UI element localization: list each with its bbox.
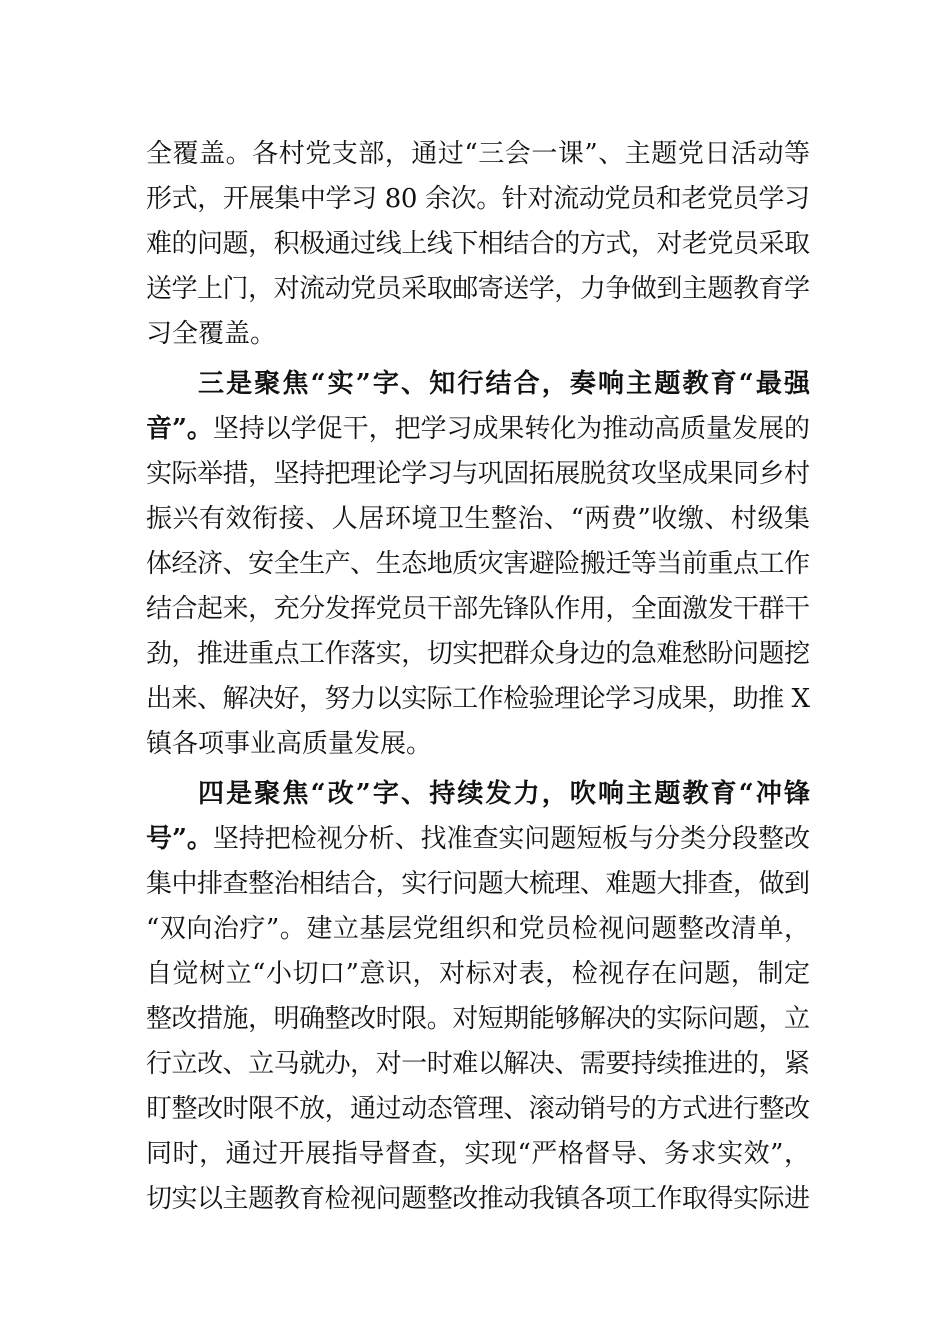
text-line: 全覆盖。各村党支部，通过“三会一课”、主题党日活动等 bbox=[146, 139, 811, 169]
text-line: 体经济、安全生产、生态地质灾害避险搬迁等当前重点工作 bbox=[146, 549, 810, 579]
section-heading-tail: 号”。 bbox=[146, 824, 213, 854]
section-heading: 四是聚焦“改”字、持续发力，吹响主题教育“冲锋 bbox=[198, 779, 813, 809]
section-heading-tail: 音”。 bbox=[146, 414, 213, 444]
text-line: 镇各项事业高质量发展。 bbox=[146, 729, 433, 759]
text-line: 自觉树立“小切口”意识，对标对表，检视存在问题，制定 bbox=[146, 959, 811, 989]
text-line: 实际举措，坚持把理论学习与巩固拓展脱贫攻坚成果同乡村 bbox=[146, 459, 810, 489]
text-line: 音”。 坚持以学促干，把学习成果转化为推动高质量发展的 bbox=[146, 407, 810, 452]
paragraph-3 bbox=[146, 772, 813, 1222]
text-line: 切实以主题教育检视问题整改推动我镇各项工作取得实际进 bbox=[146, 1184, 810, 1214]
text-line: 难的问题，积极通过线上线下相结合的方式，对老党员采取 bbox=[146, 229, 810, 259]
text-line: 习全覆盖。 bbox=[146, 319, 277, 349]
text-line: 送学上门，对流动党员采取邮寄送学，力争做到主题教育学 bbox=[146, 274, 810, 304]
text-line: 行立改、立马就办，对一时难以解决、需要持续推进的，紧 bbox=[146, 1049, 810, 1079]
paragraph-2 bbox=[146, 362, 813, 767]
text-line: 集中排查整治相结合，实行问题大梳理、难题大排查，做到 bbox=[146, 869, 810, 899]
text-line: 同时，通过开展指导督查，实现“严格督导、务求实效”， bbox=[146, 1139, 811, 1169]
body-text bbox=[146, 132, 813, 1222]
paragraph-1 bbox=[146, 132, 810, 357]
text-line: “双向治疗”。建立基层党组织和党员检视问题整改清单， bbox=[146, 914, 811, 944]
text-line: 劲，推进重点工作落实，切实把群众身边的急难愁盼问题挖 bbox=[146, 639, 810, 669]
text-line: 振兴有效衔接、人居环境卫生整治、“两费”收缴、村级集 bbox=[146, 504, 811, 534]
text-line: 形式，开展集中学习 80 余次。针对流动党员和老党员学习 bbox=[146, 184, 810, 214]
section-heading: 三是聚焦“实”字、知行结合，奏响主题教育“最强 bbox=[198, 369, 813, 399]
text-line: 盯整改时限不放，通过动态管理、滚动销号的方式进行整改 bbox=[146, 1094, 810, 1124]
text-line: 整改措施，明确整改时限。对短期能够解决的实际问题，立 bbox=[146, 1004, 810, 1034]
text-line: 结合起来，充分发挥党员干部先锋队作用，全面激发干群干 bbox=[146, 594, 810, 624]
text-line: 号”。 坚持把检视分析、找准查实问题短板与分类分段整改 bbox=[146, 817, 810, 862]
text-line: 出来、解决好，努力以实际工作检验理论学习成果，助推 X bbox=[146, 684, 810, 714]
